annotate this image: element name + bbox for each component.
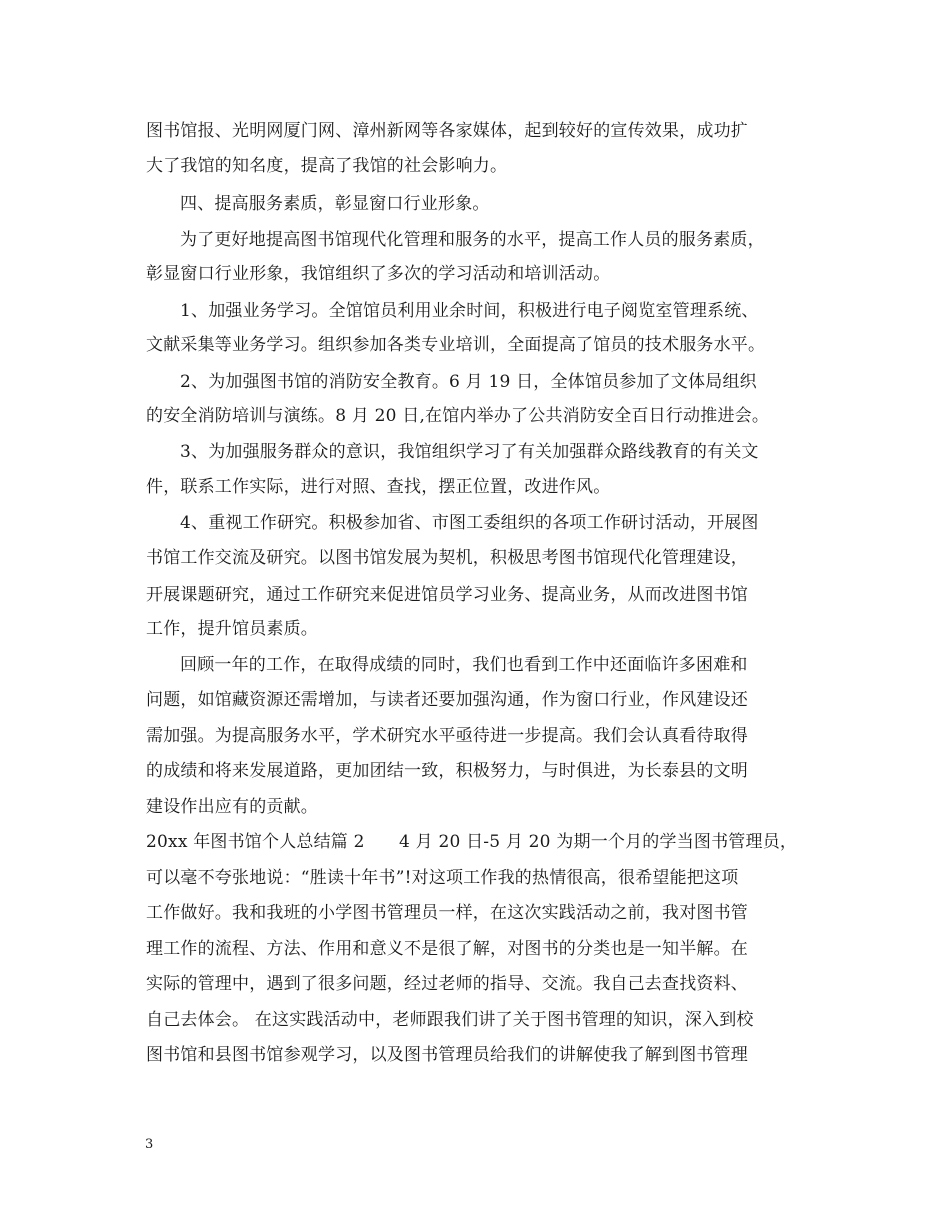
text-line: 实际的管理中，遇到了很多问题，经过老师的指导、交流。我自己去查找资料、 [146,974,748,994]
text-line: 2、为加强图书馆的消防安全教育。6 月 19 日，全体馆员参加了文体局组织 [180,372,757,392]
text-line: 回顾一年的工作，在取得成绩的同时，我们也看到工作中还面临许多困难和 [180,655,748,675]
text-line: 图书馆和县图书馆参观学习，以及图书管理员给我们的讲解使我了解到图书管理 [146,1045,748,1065]
text-line: 开展课题研究，通过工作研究来促进馆员学习业务、提高业务，从而改进图书馆 [146,585,748,605]
text-line: 可以毫不夸张地说：“胜读十年书”!对这项工作我的热情很高，很希望能把这项 [146,868,739,888]
section-heading: 20xx 年图书馆个人总结篇 2 4 月 20 日-5 月 20 为期一个月的学当图书管理员， [146,832,798,852]
text-line: 工作，提升馆员素质。 [146,619,318,639]
text-line: 的成绩和将来发展道路，更加团结一致，积极努力，与时俱进，为长泰县的文明 [146,761,748,781]
section-heading: 四、提高服务素质，彰显窗口行业形象。 [180,194,490,214]
text-line: 为了更好地提高图书馆现代化管理和服务的水平，提高工作人员的服务素质， [180,230,765,250]
text-line: 件，联系工作实际，进行对照、查找，摆正位置，改进作风。 [146,477,611,497]
text-line: 的安全消防培训与演练。8 月 20 日,在馆内举办了公共消防安全百日行动推进会。 [146,406,770,426]
text-line: 3、为加强服务群众的意识，我馆组织学习了有关加强群众路线教育的有关文 [180,442,759,462]
text-line: 彰显窗口行业形象，我馆组织了多次的学习活动和培训活动。 [146,264,611,284]
text-line: 4、重视工作研究。积极参加省、市图工委组织的各项工作研讨活动，开展图 [180,513,759,533]
text-line: 自己去体会。 在这实践活动中，老师跟我们讲了关于图书管理的知识，深入到校 [146,1010,754,1030]
text-line: 理工作的流程、方法、作用和意义不是很了解，对图书的分类也是一知半解。在 [146,939,748,959]
text-line: 1、加强业务学习。全馆馆员利用业余时间，积极进行电子阅览室管理系统、 [180,301,759,321]
text-line: 文献采集等业务学习。组织参加各类专业培训，全面提高了馆员的技术服务水平。 [146,335,766,355]
text-line: 大了我馆的知名度，提高了我馆的社会影响力。 [146,156,508,176]
text-line: 需加强。为提高服务水平，学术研究水平亟待进一步提高。我们会认真看待取得 [146,726,748,746]
text-line: 图书馆报、光明网厦门网、漳州新网等各家媒体，起到较好的宣传效果，成功扩 [146,121,748,141]
text-line: 建设作出应有的贡献。 [146,797,318,817]
text-line: 工作做好。我和我班的小学图书管理员一样，在这次实践活动之前，我对图书管 [146,903,748,923]
text-line: 问题，如馆藏资源还需增加，与读者还要加强沟通，作为窗口行业，作风建设还 [146,690,748,710]
page-number: 3 [145,1137,154,1152]
text-line: 书馆工作交流及研究。以图书馆发展为契机，积极思考图书馆现代化管理建设， [146,548,748,568]
